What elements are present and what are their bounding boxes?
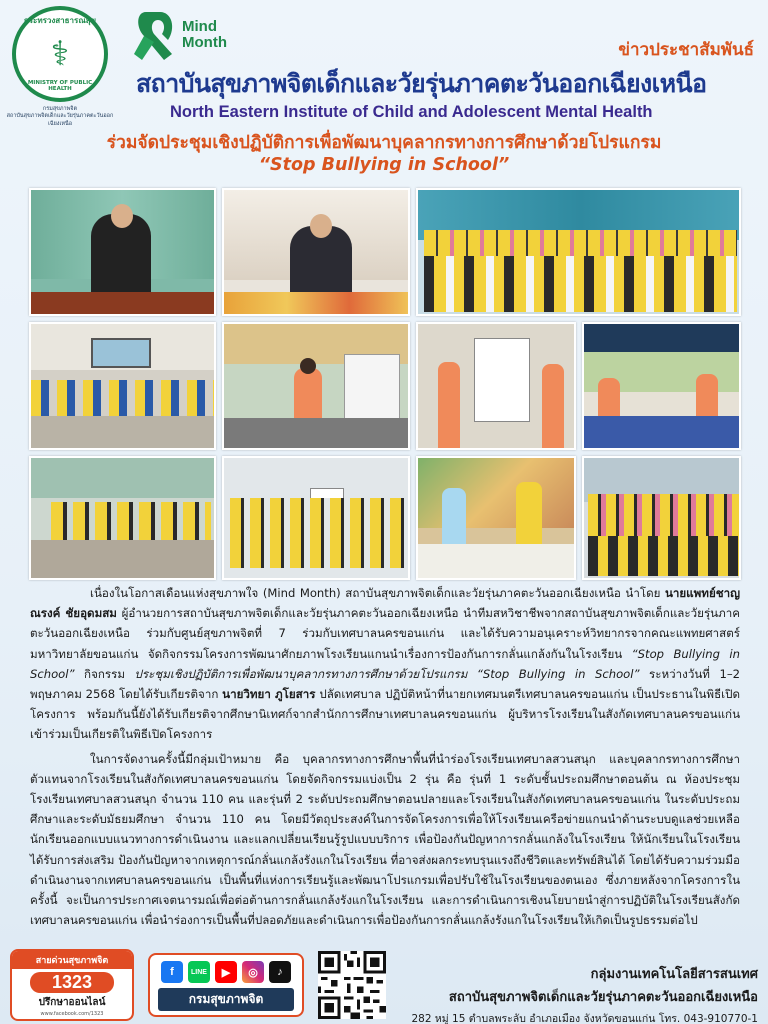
photo-presenter-workshop	[222, 322, 410, 450]
hotline-banner[interactable]	[10, 949, 134, 1021]
paragraph-1	[30, 583, 740, 745]
footer-contact	[412, 963, 759, 1024]
tiktok-icon[interactable]: ♪	[269, 961, 291, 983]
hotline-number: 1323	[30, 972, 114, 993]
p1-text-b: ผู้อำนวยการสถาบันสุขภาพจิตเด็กและวัยรุ่นภาคตะวันออกเฉียงเหนือ นำทีมสหวิชาชีพจากสถาบันสุขภาพจิตเด็กและวัยรุ่นภาคตะวันออกเฉียงเหนือ ร่วมกับศูนย์สุขภาพจิตที่ 7 ร่วมกับเทศบาลนครขอนแก่น และได้รับความอนุเคราะห์วิทยากรจากคณะแพทยศาสตร์ มหาวิทยาลัยขอนแก่น จัดกิจกรรมโครงการพัฒนาศักยภาพโรงเรียนแกนนำเรื่องการป้องกันการกลั่นแกล้งกันในโรงเรียน	[30, 606, 741, 661]
institute-name-english: North Eastern Institute of Child and Adolescent Mental Health	[170, 103, 653, 121]
photo-flipchart	[416, 322, 576, 450]
p1-text-c: กิจกรรม	[74, 666, 135, 681]
footer-address: 282 หมู่ 15 ตำบลพระลับ อำเภอเมือง จังหวัดขอนแก่น โทร. 043-910770-1	[411, 1013, 758, 1024]
photo-seated-circle	[29, 456, 216, 580]
article-body	[30, 583, 740, 934]
dept-name	[4, 106, 116, 128]
headline-line1: ร่วมจัดประชุมเชิงปฏิบัติการเพื่อพัฒนาบุคลากรทางการศึกษาด้วยโปรแกรม	[106, 133, 662, 153]
qr-code-icon[interactable]	[318, 951, 386, 1019]
photo-collage	[29, 188, 741, 580]
photo-mural-table	[416, 456, 576, 580]
instagram-icon[interactable]: ◎	[242, 961, 264, 983]
social-links	[148, 953, 304, 1017]
caduceus-icon: ⚕	[50, 34, 70, 74]
photo-speaker-microphone	[222, 188, 410, 316]
photo-speaker-podium	[29, 188, 216, 316]
ribbon-icon	[130, 8, 178, 62]
headline	[0, 132, 768, 177]
dept-mental-health-label: กรมสุขภาพจิต	[158, 988, 294, 1011]
dept-name-line1: กรมสุขภาพจิต	[42, 106, 78, 112]
line-icon[interactable]: LINE	[188, 961, 210, 983]
headline-line2: “Stop Bullying in School”	[258, 155, 510, 176]
photo-standing-row	[222, 456, 410, 580]
p1-text-d: ระหว่างวันที่ 1–2 พฤษภาคม 2568 โดยได้รับเกียรติจาก	[30, 666, 740, 702]
program-name: “Stop Bullying in School”	[30, 646, 740, 681]
mind-month-line1: Mind	[182, 18, 217, 36]
ministry-logo-top-text: กระทรวงสาธารณสุข	[23, 16, 97, 25]
youtube-icon[interactable]: ▶	[215, 961, 237, 983]
photo-group-seated	[582, 456, 741, 580]
p1-text-e: ปลัดเทศบาล ปฏิบัติหน้าที่นายกเทศมนตรีเทศบาลนครขอนแก่น เป็นประธานในพิธีเปิดโครงการ พร้อมกันนี้ยังได้รับเกียรติจากศึกษานิเทศก์จากสำนักการศึกษาเทศบาลนครขอนแก่น ผู้บริหารโรงเรียนในสังกัดเทศบาลนครขอนแก่น เข้าร่วมเป็นเกียรติในพิธีเปิดโครงการ	[30, 687, 740, 742]
workshop-name: ประชุมเชิงปฏิบัติการเพื่อพัฒนาบุคลากรทางการศึกษาด้วยโปรแกรม “Stop Bullying in School”	[134, 666, 640, 681]
hotline-title: สายด่วนสุขภาพจิต	[12, 951, 132, 969]
press-release-label: ข่าวประชาสัมพันธ์	[618, 40, 754, 60]
ministry-logo	[12, 6, 108, 102]
mind-month-line2: Month	[182, 34, 227, 51]
director-name: นายแพทย์ชาญณรงค์ ชัยอุดมสม	[30, 586, 740, 621]
ministry-logo-bottom-text: MINISTRY OF PUBLIC HEALTH	[27, 80, 93, 92]
photo-group	[416, 188, 741, 316]
mind-month-logo	[130, 8, 227, 62]
facebook-icon[interactable]: f	[161, 961, 183, 983]
footer	[0, 945, 768, 1024]
photo-hall-activity	[29, 322, 216, 450]
chairman-name: นายวิทยา ภูโยสาร	[222, 687, 316, 702]
footer-unit: กลุ่มงานเทคโนโลยีสารสนเทศ	[590, 967, 758, 982]
footer-institute: สถาบันสุขภาพจิตเด็กและวัยรุ่นภาคตะวันออกเฉียงเหนือ	[448, 990, 758, 1005]
photo-welcome-stage	[582, 322, 741, 450]
hotline-subtitle: ปรึกษาออนไลน์	[38, 997, 106, 1008]
hotline-link: www.facebook.com/1323	[40, 1011, 104, 1017]
dept-name-line2: สถาบันสุขภาพจิตเด็กและวัยรุ่นภาคตะวันออกเฉียงเหนือ	[6, 113, 114, 127]
p1-text-a: เนื่องในโอกาสเดือนแห่งสุขภาพใจ (Mind Month) สถาบันสุขภาพจิตเด็กและวัยรุ่นภาคตะวันออกเฉียงเหนือ นำโดย	[90, 586, 665, 600]
paragraph-2: ในการจัดงานครั้งนี้มีกลุ่มเป้าหมาย คือ บุคลากรทางการศึกษาพื้นที่นำร่องโรงเรียนเทศบาลสวนสนุก และบุคลากรทางการศึกษาตัวแทนจากโรงเรียนในสังกัดเทศบาลนครขอนแก่น โดยจัดกิจกรรมแบ่งเป็น 2 รุ่น คือ รุ่นที่ 1 ระดับชั้นประถมศึกษาตอนต้น ณ ห้องประชุมโรงเรียนเทศบาลสวนสนุก จำนวน 110 คน และรุ่นที่ 2 ระดับประถมศึกษาตอนปลายและโรงเรียนในสังกัดเทศบาลนครขอนแก่น ในระดับประถมศึกษาและระดับมัธยมศึกษา จำนวน 110 คน โดยมีวัตถุประสงค์ในการจัดโครงการเพื่อให้โรงเรียนเครือข่ายแกนนำด้านระบบดูแลช่วยเหลือนักเรียนออกแบบแนวทางการดำเนินงาน และแลกเปลี่ยนเรียนรู้รูปแบบบริการ เพื่อป้องกันปัญหาการกลั่นแกล้งในโรงเรียน ให้นักเรียนในโรงเรียนได้รับการส่งเสริม ป้องกันปัญหาจากเหตุการณ์กลั่นแกล้งรังแกในโรงเรียน ที่อาจส่งผลกระทบรุนแรงถึงชีวิตและทรัพย์สินได้ โดยได้รับความร่วมมือดำเนินงานจากเทศบาลนครขอนแก่น เป็นพื้นที่แห่งการเรียนรู้และพัฒนาโปรแกรมเพื่อปรับใช้ในโรงเรียนของตนเอง ซึ่งภายหลังจากโครงการในครั้งนี้ จะเป็นการประกาศเจตนารมณ์เพื่อต่อต้านการกลั่นแกล้งรังแกในโรงเรียน และการดำเนินการเชิงนโยบายนำสู่การปฏิบัติในโรงเรียนสังกัดเทศบาลนครขอนแก่น เพื่อนำร่องการเป็นพื้นที่ปลอดภัยและดำเนินการเพื่อป้องกันการกลั่นแกล้งรังแกในโรงเรียนให้เกิดเป็นรูปธรรมต่อไป	[30, 751, 740, 928]
institute-name-thai: สถาบันสุขภาพจิตเด็กและวัยรุ่นภาคตะวันออกเฉียงเหนือ	[136, 69, 707, 98]
